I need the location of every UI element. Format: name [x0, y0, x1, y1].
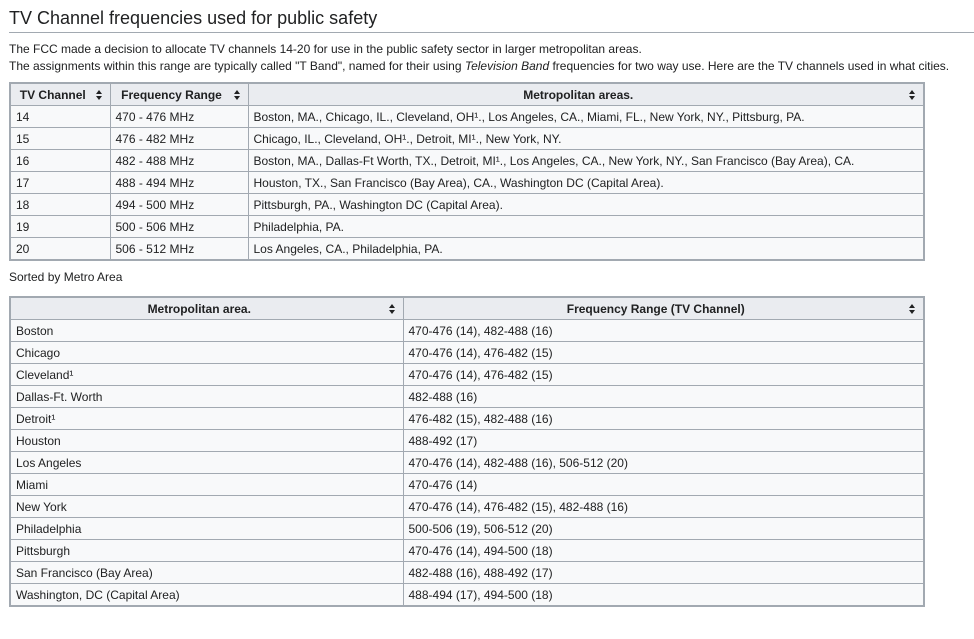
table-row	[10, 216, 924, 238]
metro-areas-cell: Philadelphia, PA.	[248, 216, 924, 238]
frequency-channel-cell: 488-494 (17), 494-500 (18)	[403, 584, 924, 607]
channel-cell: 20	[10, 238, 110, 261]
channel-cell: 18	[10, 194, 110, 216]
metro-area-cell: Detroit¹	[10, 408, 403, 430]
channel-cell: 17	[10, 172, 110, 194]
metro-area-cell: Philadelphia	[10, 518, 403, 540]
channel-cell: 19	[10, 216, 110, 238]
intro-line-2-italic: Television Band	[464, 59, 550, 73]
column-header-label: Metropolitan area.	[147, 301, 251, 316]
table-row	[10, 408, 924, 430]
intro-line-2-start: The assignments within this range are typically called "T Band", named for their using	[9, 59, 465, 73]
table-row	[10, 320, 924, 342]
table-row	[10, 584, 924, 607]
sort-arrows-icon[interactable]	[234, 90, 241, 100]
intro-paragraph	[9, 41, 974, 75]
channel-cell: 14	[10, 106, 110, 128]
frequency-cell: 488 - 494 MHz	[110, 172, 248, 194]
frequency-cell: 506 - 512 MHz	[110, 238, 248, 261]
section-heading: TV Channel frequencies used for public safety	[9, 0, 974, 33]
table-row	[10, 364, 924, 386]
frequency-channel-cell: 470-476 (14)	[403, 474, 924, 496]
frequency-channel-cell: 482-488 (16)	[403, 386, 924, 408]
sort-arrows-icon[interactable]	[96, 90, 103, 100]
metro-area-cell: San Francisco (Bay Area)	[10, 562, 403, 584]
frequency-channel-cell: 470-476 (14), 476-482 (15)	[403, 342, 924, 364]
metro-area-cell: Dallas-Ft. Worth	[10, 386, 403, 408]
table-row	[10, 238, 924, 261]
table-row	[10, 128, 924, 150]
frequency-channel-cell: 482-488 (16), 488-492 (17)	[403, 562, 924, 584]
metro-areas-cell: Boston, MA., Chicago, IL., Cleveland, OH¹., Los Angeles, CA., Miami, FL., New York, NY., Pittsburg, PA.	[248, 106, 924, 128]
frequency-channel-cell: 470-476 (14), 482-488 (16), 506-512 (20)	[403, 452, 924, 474]
column-header-label: Metropolitan areas.	[523, 87, 634, 102]
table-row	[10, 562, 924, 584]
metro-area-table	[9, 296, 925, 607]
metro-area-cell: Houston	[10, 430, 403, 452]
frequency-cell: 482 - 488 MHz	[110, 150, 248, 172]
table-row	[10, 430, 924, 452]
column-header-frequency-range[interactable]	[110, 83, 248, 106]
frequency-channel-cell: 470-476 (14), 482-488 (16)	[403, 320, 924, 342]
metro-areas-cell: Chicago, IL., Cleveland, OH¹., Detroit, MI¹., New York, NY.	[248, 128, 924, 150]
channel-cell: 16	[10, 150, 110, 172]
intro-line-1: The FCC made a decision to allocate TV channels 14-20 for use in the public safety sector in larger metropolitan areas.	[9, 42, 642, 56]
frequency-channel-cell: 470-476 (14), 476-482 (15)	[403, 364, 924, 386]
table-row	[10, 342, 924, 364]
table-row	[10, 194, 924, 216]
frequency-cell: 500 - 506 MHz	[110, 216, 248, 238]
table-row	[10, 452, 924, 474]
intro-line-2	[9, 58, 974, 75]
metro-areas-cell: Boston, MA., Dallas-Ft Worth, TX., Detroit, MI¹., Los Angeles, CA., New York, NY., San Francisco (Bay Area), CA.	[248, 150, 924, 172]
sort-arrows-icon[interactable]	[909, 90, 916, 100]
intro-line-2-end: frequencies for two way use. Here are the TV channels used in what cities.	[549, 59, 950, 73]
frequency-channel-cell: 488-492 (17)	[403, 430, 924, 452]
table-caption: Sorted by Metro Area	[9, 270, 123, 284]
sort-arrows-icon[interactable]	[909, 304, 916, 314]
frequency-channel-cell: 470-476 (14), 476-482 (15), 482-488 (16)	[403, 496, 924, 518]
frequency-cell: 470 - 476 MHz	[110, 106, 248, 128]
table-row	[10, 150, 924, 172]
frequency-channel-cell: 476-482 (15), 482-488 (16)	[403, 408, 924, 430]
metro-area-cell: Chicago	[10, 342, 403, 364]
column-header-label: Frequency Range	[121, 87, 222, 102]
metro-area-cell: Cleveland¹	[10, 364, 403, 386]
frequency-channel-cell: 470-476 (14), 494-500 (18)	[403, 540, 924, 562]
metro-area-cell: New York	[10, 496, 403, 518]
frequency-channel-cell: 500-506 (19), 506-512 (20)	[403, 518, 924, 540]
table-row	[10, 496, 924, 518]
table-row	[10, 106, 924, 128]
table-row	[10, 386, 924, 408]
metro-area-cell: Washington, DC (Capital Area)	[10, 584, 403, 607]
column-header-metropolitan-area[interactable]	[10, 297, 403, 320]
metro-areas-cell: Pittsburgh, PA., Washington DC (Capital Area).	[248, 194, 924, 216]
column-header-label: TV Channel	[19, 87, 86, 102]
column-header-label: Frequency Range (TV Channel)	[566, 301, 745, 316]
column-header-metropolitan-areas[interactable]	[248, 83, 924, 106]
metro-area-cell: Pittsburgh	[10, 540, 403, 562]
metro-areas-cell: Houston, TX., San Francisco (Bay Area), CA., Washington DC (Capital Area).	[248, 172, 924, 194]
column-header-tv-channel[interactable]	[10, 83, 110, 106]
sort-arrows-icon[interactable]	[389, 304, 396, 314]
table-header-row	[10, 83, 924, 106]
metro-area-cell: Boston	[10, 320, 403, 342]
column-header-frequency-range-tv-channel[interactable]	[403, 297, 924, 320]
channel-cell: 15	[10, 128, 110, 150]
table-row	[10, 172, 924, 194]
metro-area-cell: Los Angeles	[10, 452, 403, 474]
metro-areas-cell: Los Angeles, CA., Philadelphia, PA.	[248, 238, 924, 261]
frequency-cell: 494 - 500 MHz	[110, 194, 248, 216]
table-row	[10, 540, 924, 562]
metro-area-cell: Miami	[10, 474, 403, 496]
channel-frequency-table	[9, 82, 925, 261]
table-row	[10, 518, 924, 540]
frequency-cell: 476 - 482 MHz	[110, 128, 248, 150]
table-header-row	[10, 297, 924, 320]
table-row	[10, 474, 924, 496]
